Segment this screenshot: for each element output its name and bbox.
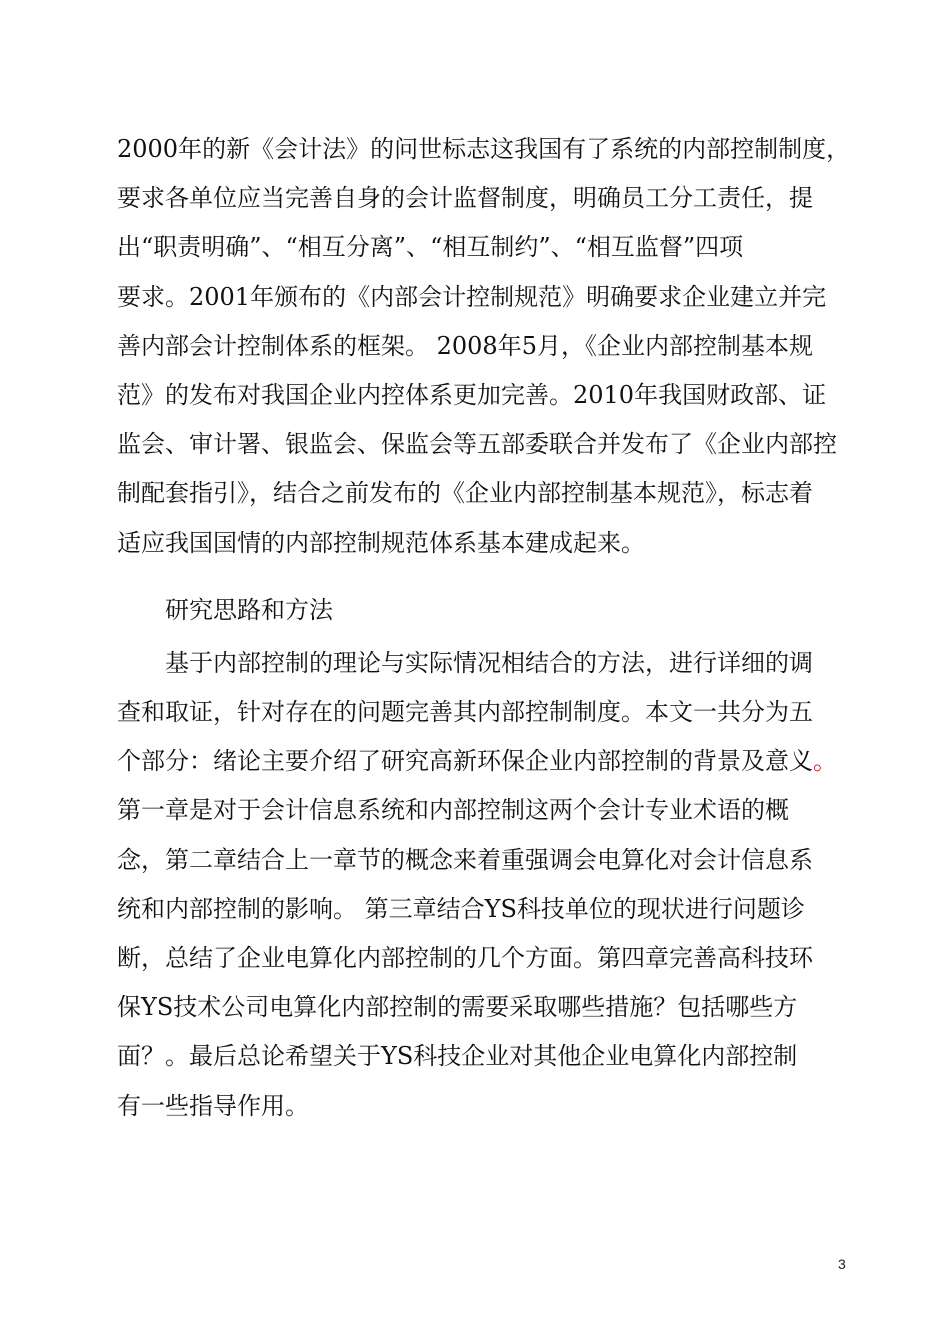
text-line: 监会、审计署、银监会、保监会等五部委联合并发布了《企业内部控 — [117, 430, 837, 459]
text-segment: 个部分：绪论主要介绍了研究高新环保企业内部控制的背景及意义 — [117, 747, 813, 776]
paragraph-history — [117, 125, 857, 568]
text-line: 制配套指引》，结合之前发布的《企业内部控制基本规范》，标志着 — [117, 479, 813, 508]
text-line: 统和内部控制的影响。 第三章结合YS科技单位的现状进行问题诊 — [117, 894, 805, 923]
text-line: 保YS技术公司电算化内部控制的需要采取哪些措施？包括哪些方 — [117, 993, 798, 1022]
text-line: 念，第二章结合上一章节的概念来着重强调会电算化对会计信息系 — [117, 845, 813, 874]
paragraph-method — [117, 639, 857, 1131]
text-line: 2000年的新《会计法》的问世标志这我国有了系统的内部控制制度， — [117, 135, 851, 163]
text-line: 要求各单位应当完善自身的会计监督制度，明确员工分工责任，提 — [117, 184, 813, 213]
text-line: 面？。最后总论希望关于YS科技企业对其他企业电算化内部控制 — [117, 1042, 798, 1071]
page-number: 3 — [838, 1256, 846, 1272]
text-line: 善内部会计控制体系的框架。 2008年5月，《企业内部控制基本规 — [117, 331, 813, 360]
red-period-mark: 。 — [813, 747, 837, 776]
text-line: 查和取证，针对存在的问题完善其内部控制制度。本文一共分为五 — [117, 698, 813, 727]
text-line: 有一些指导作用。 — [117, 1091, 309, 1120]
text-line: 出“职责明确”、“相互分离”、“相互制约”、“相互监督”四项 — [117, 233, 744, 262]
section-heading: 研究思路和方法 — [165, 595, 333, 624]
document-body — [117, 125, 857, 1131]
text-line: 适应我国国情的内部控制规范体系基本建成起来。 — [117, 528, 645, 557]
text-line: 断，总结了企业电算化内部控制的几个方面。第四章完善高科技环 — [117, 944, 813, 972]
text-line: 第一章是对于会计信息系统和内部控制这两个会计专业术语的概 — [117, 796, 789, 825]
text-line: 基于内部控制的理论与实际情况相结合的方法，进行详细的调 — [165, 648, 813, 677]
text-line — [117, 737, 857, 786]
text-line: 范》的发布对我国企业内控体系更加完善。2010年我国财政部、证 — [117, 380, 827, 409]
text-line: 要求。2001年颁布的《内部会计控制规范》明确要求企业建立并完 — [117, 282, 827, 311]
